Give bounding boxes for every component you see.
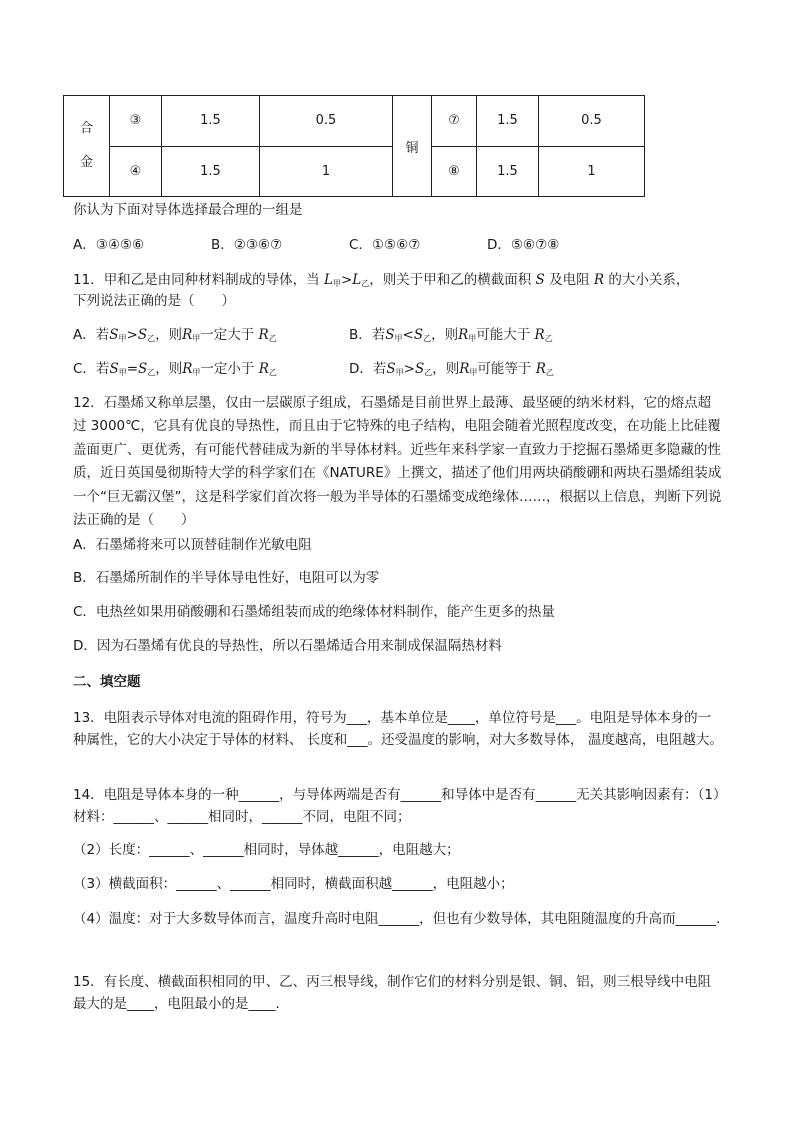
option-text: 可能大于	[476, 327, 531, 343]
symbol-area: S	[137, 327, 148, 343]
q12-option-a[interactable]: A．石墨烯将来可以顶替硅制作光敏电阻	[73, 537, 312, 553]
table-row	[64, 146, 645, 197]
symbol-resistance: R	[182, 361, 193, 377]
symbol-area: S	[385, 327, 395, 343]
q10-option-c[interactable]: C．①⑤⑥⑦	[349, 237, 421, 253]
option-text: B．若	[349, 327, 386, 343]
q11-text: 的大小关系，	[608, 272, 690, 288]
option-text: ，则	[431, 327, 459, 343]
symbol-area: S	[414, 361, 425, 377]
symbol-resistance: R	[459, 361, 470, 377]
table-cell: ③	[110, 96, 162, 147]
option-text: C．若	[73, 361, 110, 377]
symbol-resistance: R	[534, 327, 545, 343]
option-text: ，则	[155, 361, 183, 377]
q10-stem: 你认为下面对导体选择最合理的一组是	[73, 202, 303, 218]
q13-text: 13．电阻表示导体对电流的阻碍作用，符号为___，基本单位是____，单位符号是___。电阻是导体本身的一种属性，它的大小决定于导体的材料、 长度和___。还受温度的影响，对大多数导体， 温度越高，电阻越大。	[73, 710, 723, 748]
subscript: 甲	[395, 368, 404, 377]
table-cell: 1.5	[162, 96, 260, 147]
subscript: 甲	[118, 368, 127, 377]
q14-temperature: （4）温度：对于大多数导体而言，温度升高时电阻______，但也有少数导体，其电阻随温度的升高而______.	[73, 911, 721, 927]
table-cell: 0.5	[539, 96, 645, 147]
table-cell: 1	[539, 146, 645, 197]
subscript: 甲	[118, 334, 127, 343]
relation: >	[126, 327, 138, 343]
symbol-length: L	[323, 272, 333, 288]
subscript: 甲	[468, 334, 477, 343]
q11-text: 甲和乙是由同种材料制成的导体，当	[103, 272, 320, 288]
q11-text: ，则关于甲和乙的横截面积	[369, 272, 532, 288]
symbol-area: S	[109, 361, 119, 377]
q12-option-b[interactable]: B．石墨烯所制作的半导体导电性好，电阻可以为零	[73, 570, 380, 586]
q12-option-d[interactable]: D．因为石墨烯有优良的导热性，所以石墨烯适合用来制成保温隔热材料	[73, 638, 502, 654]
relation: >	[403, 361, 415, 377]
group-label-char: 金	[79, 155, 93, 170]
subscript: 乙	[361, 279, 370, 288]
section-heading: 二、填空题	[73, 674, 141, 690]
symbol-length: L	[352, 272, 362, 288]
subscript: 乙	[147, 368, 156, 377]
q11-option-c[interactable]	[73, 359, 277, 383]
option-text: ，则	[155, 327, 183, 343]
symbol-area: S	[109, 327, 119, 343]
subscript: 乙	[545, 368, 554, 377]
subscript: 甲	[394, 334, 403, 343]
q11-stem: 11．甲和乙是由同种材料制成的导体，当 $L_甲>L_乙$，则关于甲和乙的横截面积 S 及电阻 R 的大小关系，	[73, 272, 690, 288]
option-text: A．若	[73, 327, 110, 343]
table-cell: 1	[260, 146, 393, 197]
option-text: 一定小于	[200, 361, 255, 377]
table-cell: 1.5	[477, 96, 539, 147]
table-cell: ⑧	[432, 146, 477, 197]
subscript: 乙	[268, 334, 277, 343]
q11-option-a[interactable]	[73, 325, 277, 349]
symbol-area: S	[535, 272, 545, 288]
symbol-resistance: R	[593, 272, 605, 288]
q11-text: 及电阻	[549, 272, 590, 288]
q14-intro: 14．电阻是导体本身的一种______，与导体两端是否有______和导体中是否有______无关其影响因素有：（1）材料：______、______相同时，______不同，电阻不同；	[73, 787, 720, 825]
symbol-area: S	[413, 327, 424, 343]
table-cell: 1.5	[162, 146, 260, 197]
q11-option-b[interactable]	[349, 325, 553, 349]
group-label-alloy	[64, 96, 110, 197]
option-text: 一定大于	[200, 327, 255, 343]
q10-option-b[interactable]: B．②③⑥⑦	[211, 237, 283, 253]
q11-stem-line2: 下列说法正确的是（ ）	[73, 293, 235, 309]
symbol-resistance: R	[535, 361, 546, 377]
table-cell: ④	[110, 146, 162, 197]
q14-area: （3）横截面积：______、______相同时，横截面积越______，电阻越小；	[73, 876, 514, 892]
table-row	[64, 96, 645, 147]
subscript: 甲	[192, 368, 201, 377]
symbol-resistance: R	[258, 327, 269, 343]
table-cell: 0.5	[260, 96, 393, 147]
subscript: 乙	[147, 334, 156, 343]
relation: <	[402, 327, 414, 343]
table-cell: ⑦	[432, 96, 477, 147]
q15-text: 15．有长度、横截面积相同的甲、乙、丙三根导线，制作它们的材料分别是银、铜、铝，则三根导线中电阻最大的是____，电阻最小的是____.	[73, 974, 712, 1012]
symbol-resistance: R	[458, 327, 469, 343]
symbol-resistance: R	[182, 327, 193, 343]
subscript: 甲	[469, 368, 478, 377]
q14-length: （2）长度：______、______相同时，导体越______，电阻越大；	[73, 842, 460, 858]
symbol-resistance: R	[258, 361, 269, 377]
subscript: 乙	[544, 334, 553, 343]
group-label-char: 合	[79, 121, 93, 136]
subscript: 乙	[423, 334, 432, 343]
subscript: 甲	[332, 279, 341, 288]
option-text: ，则	[432, 361, 460, 377]
subscript: 乙	[268, 368, 277, 377]
option-text: 可能等于	[477, 361, 532, 377]
table-cell: 1.5	[477, 146, 539, 197]
q10-option-d[interactable]: D．⑤⑥⑦⑧	[487, 237, 560, 253]
subscript: 甲	[192, 334, 201, 343]
question-number: 11．	[73, 272, 104, 288]
relation: =	[126, 361, 138, 377]
q11-option-d[interactable]	[349, 359, 554, 383]
q10-option-a[interactable]: A．③④⑤⑥	[73, 237, 145, 253]
option-text: D．若	[349, 361, 387, 377]
subscript: 乙	[424, 368, 433, 377]
symbol-area: S	[386, 361, 396, 377]
q12-option-c[interactable]: C．电热丝如果用硝酸硼和石墨烯组装而成的绝缘体材料制作，能产生更多的热量	[73, 604, 555, 620]
symbol-area: S	[138, 361, 148, 377]
material-table	[63, 95, 645, 197]
group-label-copper: 铜	[393, 96, 432, 197]
q12-stem: 12．石墨烯又称单层墨，仅由一层碳原子组成，石墨烯是目前世界上最薄、最坚硬的纳米材料，它的熔点超过 3000℃，它具有优良的导热性，而且由于它特殊的电子结构，电阻会随着光照程度改变，在功能上比硅覆盖面更广、更优秀，有可能代替硅成为新的半导体材料。近些年来科学家一直致力于挖掘石墨烯更多隐藏的性质，近日英国曼彻斯特大学的科学家们在《NATURE》上撰文，描述了他们用两块硝酸硼和两块石墨烯组装成一个“巨无霸汉堡”，这是科学家们首次将一般为半导体的石墨烯变成绝缘体……，根据以上信息，判断下列说法正确的是（ ）	[73, 395, 722, 529]
